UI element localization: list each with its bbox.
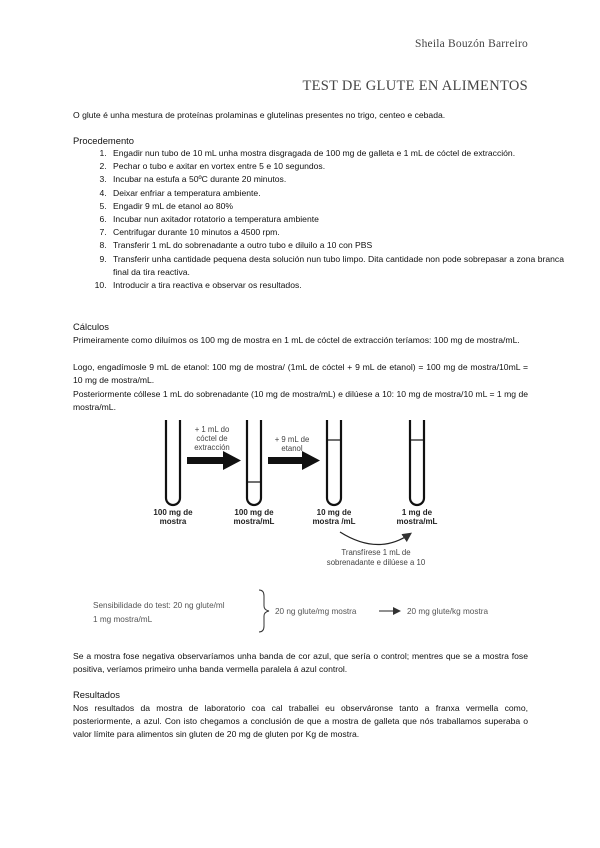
procedure-step: 8. Transferir 1 mL do sobrenadante a outro tubo e diluilo a 10 con PBS [109, 239, 564, 252]
tube3-label-line-2: mostra /mL [312, 517, 356, 526]
test-tube-1 [166, 420, 180, 505]
arrow2-label-line-2: etanol [281, 444, 303, 453]
intro-paragraph: O glute é unha mestura de proteínas prolaminas e glutelinas presentes no trigo, centeo e cebada. [73, 110, 446, 120]
test-tube-2 [247, 420, 261, 505]
procedure-step: 5. Engadir 9 mL de etanol ao 80% [109, 200, 564, 213]
arrow-add-ethanol [268, 451, 320, 470]
procedure-heading: Procedemento [73, 135, 134, 146]
procedure-step: 2. Pechar o tubo e axitar en vortex entre 5 e 10 segundos. [109, 160, 564, 173]
procedure-step: 9. Transferir unha cantidade pequena desta solución nun tubo limpo. Dita cantidade non pode sobrepasar a zona branca final da tira reactiva. [109, 253, 564, 279]
tube1-label-line-2: mostra [159, 517, 187, 526]
calculation-paragraph-1: Primeiramente como diluímos os 100 mg de mostra en 1 mL de cóctel de extracción teríamos: 100 mg de mostra/mL. [73, 335, 520, 345]
sensitivity-line-1: Sensibilidade do test: 20 ng glute/ml [93, 601, 225, 610]
tube1-label-line-1: 100 mg de [153, 508, 193, 517]
arrow1-label-line-3: extracción [194, 443, 230, 452]
transfer-label-line-2: sobrenadante e dilúese a 10 [326, 558, 426, 567]
procedure-step: 4. Deixar enfriar a temperatura ambiente. [109, 187, 564, 200]
procedure-step: 10. Introducir a tira reactiva e observar os resultados. [109, 279, 564, 292]
procedure-step: 3. Incubar na estufa a 50ºC durante 20 minutos. [109, 173, 564, 186]
calculations-heading: Cálculos [73, 321, 109, 332]
tube4-label-line-2: mostra/mL [396, 517, 438, 526]
tube2-label-line-2: mostra/mL [233, 517, 275, 526]
arrow1-label-line-2: cóctel de [196, 434, 228, 443]
author-name: Sheila Bouzón Barreiro [415, 38, 528, 50]
curly-brace [259, 590, 269, 632]
test-tube-3 [327, 420, 341, 505]
procedure-step: 1. Engadir nun tubo de 10 mL unha mostra disgragada de 100 mg de galleta e 1 mL de cóctel de extracción. [109, 147, 564, 160]
procedure-step: 6. Incubar nun axitador rotatorio a temperatura ambiente [109, 213, 564, 226]
arrow-add-cocktail [187, 451, 241, 470]
procedure-step: 7. Centrifugar durante 10 minutos a 4500 rpm. [109, 226, 564, 239]
calculation-paragraph-3: Posteriormente cóllese 1 mL do sobrenadante (10 mg de mostra/mL) e dilúese a 10: 10 mg de mostra/10 mL = 1 mg de mostra/mL. [73, 389, 528, 413]
tube4-label-line-1: 1 mg de [401, 508, 433, 517]
conversion-right: 20 mg glute/kg mostra [407, 607, 489, 616]
tube2-label-line-1: 100 mg de [234, 508, 274, 517]
results-heading: Resultados [73, 689, 120, 700]
procedure-steps [73, 147, 564, 292]
tube3-label-line-1: 10 mg de [316, 508, 352, 517]
test-tube-4 [410, 420, 424, 505]
interpretation-paragraph: Se a mostra fose negativa observaríamos unha banda de cor azul, que sería o control; mentres que se a mostra fose positiva, veríamos primeiro unha banda vermella paralela á azul control. [73, 651, 528, 675]
transfer-label-line-1: Transfírese 1 mL de [341, 548, 411, 557]
results-paragraph: Nos resultados da mostra de laboratorio coa cal traballei eu observáronse tanto a franxa vermella como, posteriormente, a azul. Con isto chegamos a conclusión de que a mostra de galleta que nós traballamos superaba o valor límite para alimentos sin gluten de 20 mg de gluten por Kg de mostra. [73, 703, 528, 740]
dilution-diagram [0, 410, 600, 642]
conversion-left: 20 ng glute/mg mostra [275, 607, 357, 616]
arrow1-label-line-1: + 1 mL do [194, 425, 230, 434]
document-title: TEST DE GLUTE EN ALIMENTOS [302, 78, 528, 94]
transfer-arrow [340, 532, 410, 545]
calculation-paragraph-2: Logo, engadímosle 9 mL de etanol: 100 mg de mostra/ (1mL de cóctel + 9 mL de etanol) = 100 mg de mostra/10mL = 10 mg de mostra/mL. [73, 362, 528, 386]
sensitivity-line-2: 1 mg mostra/mL [93, 615, 153, 624]
arrow2-label-line-1: + 9 mL de [274, 435, 310, 444]
